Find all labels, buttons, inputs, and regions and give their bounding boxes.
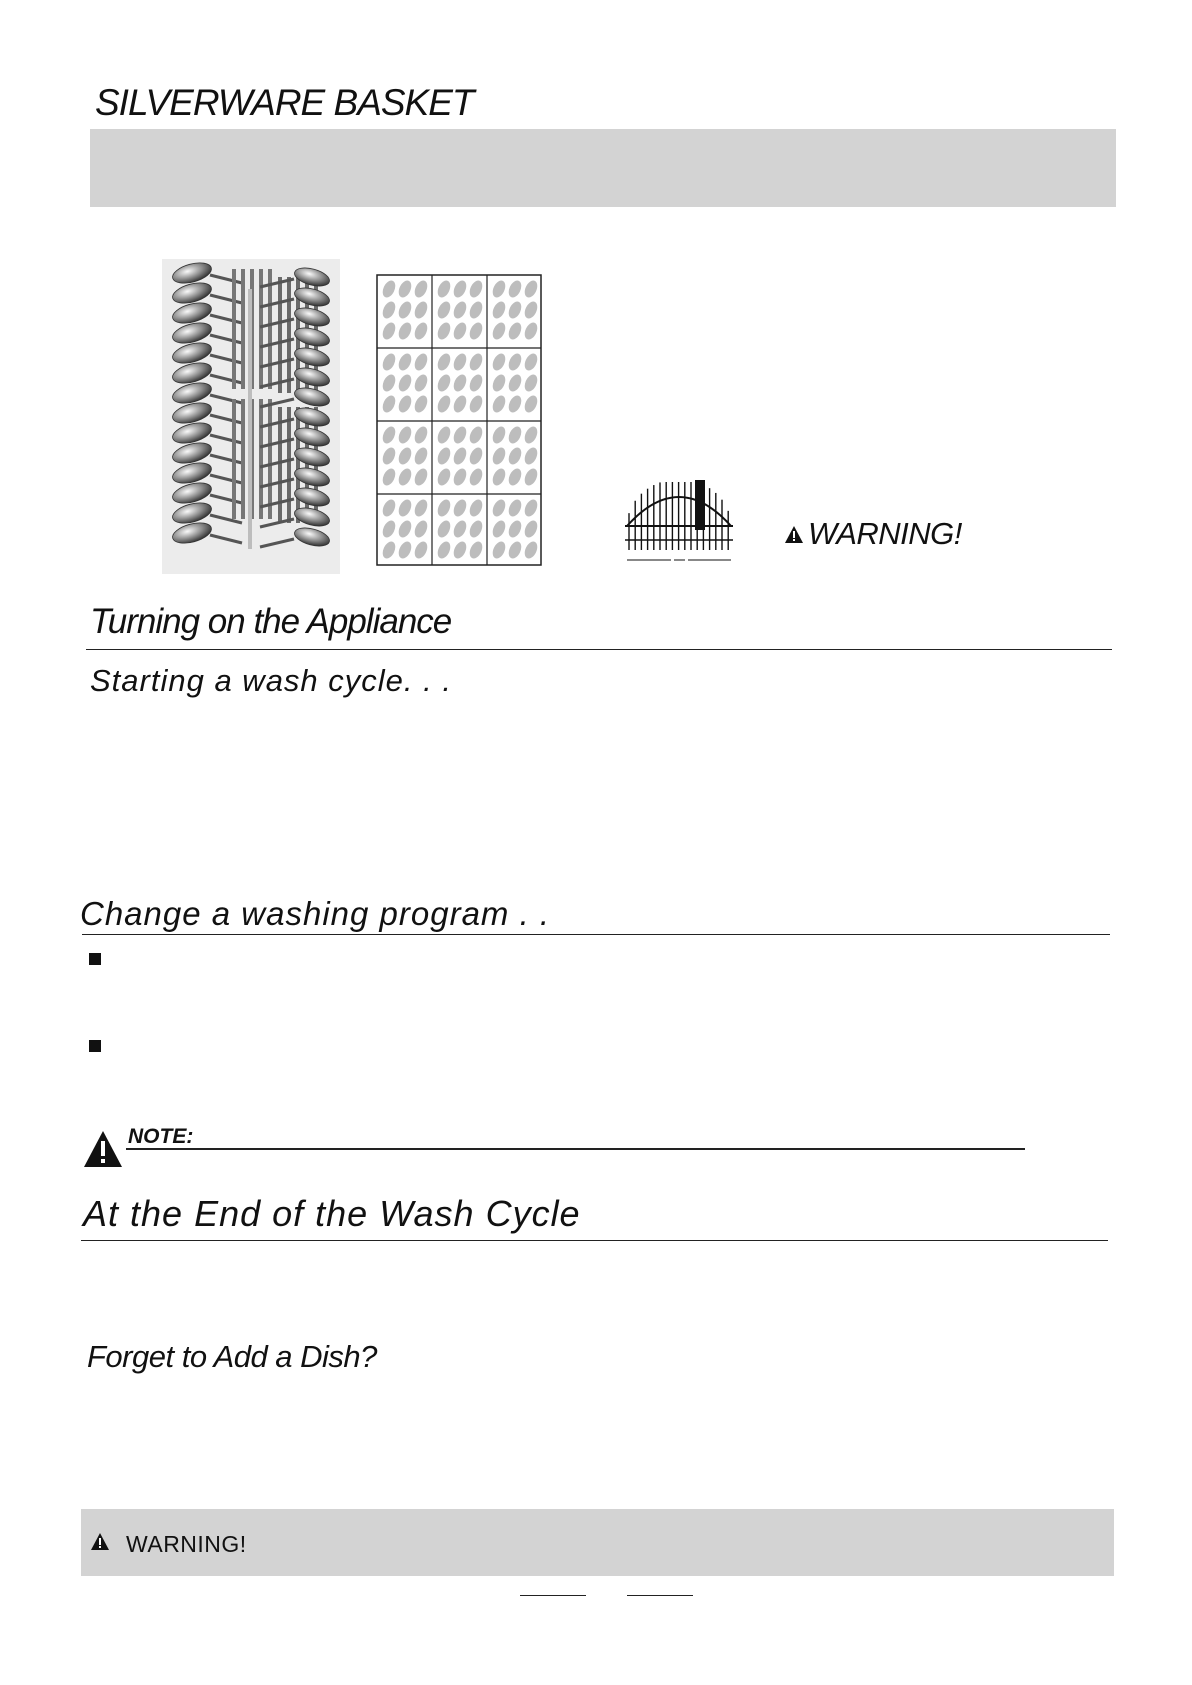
section-title-forget-dish: Forget to Add a Dish? (87, 1339, 377, 1374)
warning-triangle-icon (784, 525, 804, 544)
note-underline (126, 1148, 1025, 1150)
silverware-warning (784, 516, 962, 552)
turning-on-divider (86, 649, 1112, 650)
silverware-grey-band (90, 129, 1116, 207)
silverware-warning-label: WARNING! (808, 516, 962, 551)
section-title-end-of-cycle: At the End of the Wash Cycle (83, 1193, 581, 1234)
bottom-warning-band (81, 1509, 1114, 1576)
section-title-silverware: SILVERWARE BASKET (95, 82, 474, 123)
rack-knife-icon (621, 474, 737, 562)
bottom-warning-triangle-icon (90, 1532, 110, 1551)
silverware-basket-grid-diagram (376, 274, 542, 566)
note-label: NOTE: (128, 1125, 194, 1148)
rack-icon-svg (621, 474, 737, 562)
cutlery-basket-photo (162, 259, 340, 574)
change-program-divider (82, 934, 1110, 935)
note-warning-icon (82, 1129, 124, 1169)
cutlery-photo-svg (162, 259, 340, 574)
section-title-turning-on: Turning on the Appliance (90, 602, 452, 641)
footer-rule-left (520, 1595, 586, 1596)
bottom-warning-label: WARNING! (126, 1531, 247, 1557)
subtitle-starting-wash-cycle: Starting a wash cycle. . . (90, 663, 452, 698)
section-title-change-program: Change a washing program . . (80, 895, 551, 932)
bullet-square-2 (89, 1040, 101, 1052)
footer-rule-right (627, 1595, 693, 1596)
basket-grid-svg (376, 274, 542, 566)
end-cycle-divider (81, 1240, 1108, 1241)
bullet-square-1 (89, 953, 101, 965)
